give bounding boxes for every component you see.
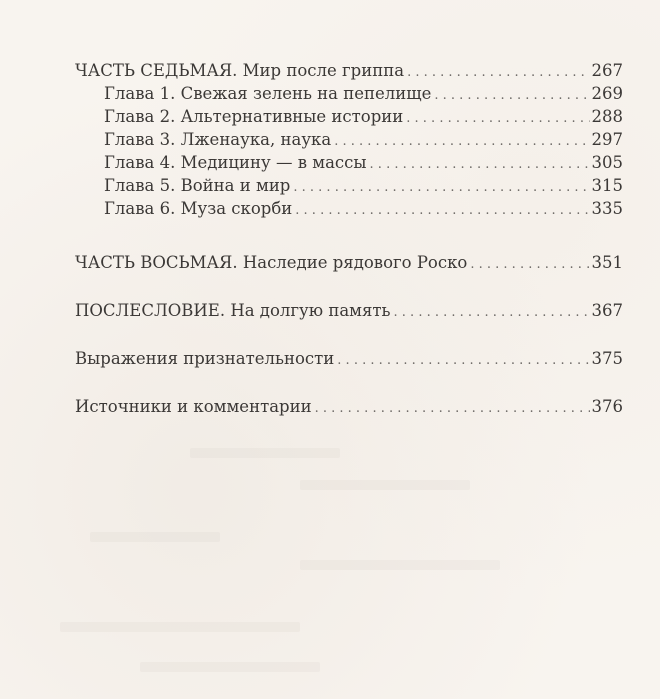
dot-leader	[434, 85, 589, 107]
dot-leader	[337, 350, 589, 372]
toc-entry-chapter-5	[104, 175, 623, 197]
dot-leader	[394, 302, 590, 324]
toc-entry-title: Источники и комментарии	[75, 397, 312, 416]
toc-entry-page: 288	[591, 107, 623, 126]
toc-entry-afterword	[75, 300, 623, 322]
toc-entry-page: 367	[591, 301, 623, 320]
show-through-text	[140, 662, 320, 672]
toc-entry-part-eight	[75, 252, 623, 274]
toc-entry-title: ЧАСТЬ ВОСЬМАЯ. Наследие рядового Роско	[75, 253, 468, 272]
toc-entry-chapter-4	[104, 152, 623, 174]
toc-entry-chapter-2	[104, 106, 623, 128]
toc-entry-page: 305	[591, 153, 623, 172]
dot-leader	[470, 254, 589, 276]
toc-entry-chapter-1	[104, 83, 623, 105]
show-through-text	[190, 448, 340, 458]
toc-entry-page: 375	[591, 349, 623, 368]
toc-entry-page: 376	[591, 397, 623, 416]
show-through-text	[60, 622, 300, 632]
toc-entry-title: ПОСЛЕСЛОВИЕ. На долгую память	[75, 301, 391, 320]
dot-leader	[315, 398, 590, 420]
dot-leader	[407, 62, 589, 84]
toc-entry-title: Глава 1. Свежая зелень на пепелище	[104, 84, 432, 103]
dot-leader	[406, 108, 589, 130]
toc-entry-part-seven	[75, 60, 623, 82]
toc-entry-title: Выражения признательности	[75, 349, 335, 368]
toc-entry-page: 297	[591, 130, 623, 149]
toc-entry-title: Глава 5. Война и мир	[104, 176, 291, 195]
dot-leader	[293, 177, 589, 199]
dot-leader	[334, 131, 589, 153]
toc-entry-page: 351	[591, 253, 623, 272]
dot-leader	[295, 200, 589, 222]
toc-entry-title: Глава 4. Медицину — в массы	[104, 153, 367, 172]
toc-entry-title: Глава 6. Муза скорби	[104, 199, 293, 218]
toc-entry-chapter-3	[104, 129, 623, 151]
toc-entry-sources	[75, 396, 623, 418]
show-through-text	[300, 560, 500, 570]
toc-entry-chapter-6	[104, 198, 623, 220]
toc-entry-title: ЧАСТЬ СЕДЬМАЯ. Мир после гриппа	[75, 61, 405, 80]
toc-entry-page: 315	[591, 176, 623, 195]
show-through-text	[90, 532, 220, 542]
toc-entry-acknowledgements	[75, 348, 623, 370]
dot-leader	[370, 154, 590, 176]
show-through-text	[300, 480, 470, 490]
toc-entry-page: 269	[591, 84, 623, 103]
toc-entry-title: Глава 3. Лженаука, наука	[104, 130, 332, 149]
toc-entry-title: Глава 2. Альтернативные истории	[104, 107, 404, 126]
toc-entry-page: 335	[591, 199, 623, 218]
toc-entry-page: 267	[591, 61, 623, 80]
